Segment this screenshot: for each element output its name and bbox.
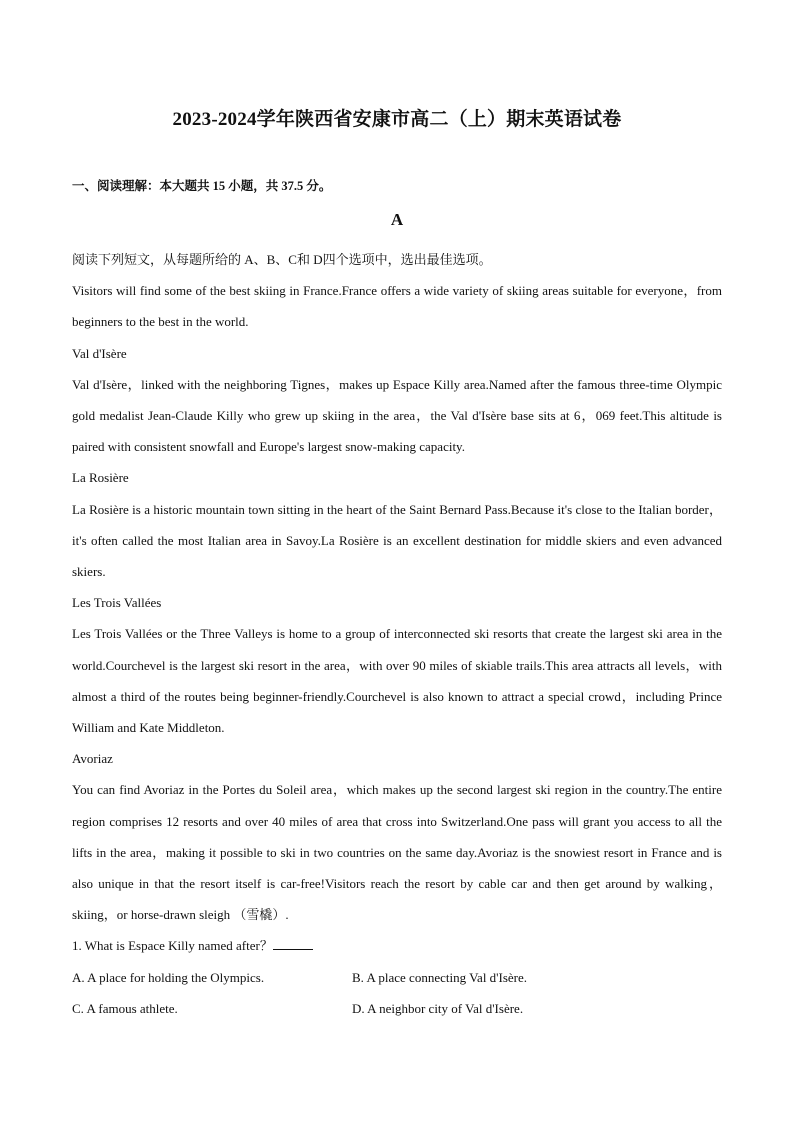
resort-name: La Rosière — [72, 470, 129, 486]
passage-label: A — [390, 210, 404, 229]
resort-text: La Rosière is a historic mountain town sitting in the heart of the Saint Bernard Pass.Because it's close to the Italian border，it's often called the most Italian area in Savoy.La Rosière is an excellent destination for middle skiers and even advanced skiers. — [72, 501, 722, 580]
option-c: C. A famous athlete. — [72, 1000, 178, 1016]
option-d: D. A neighbor city of Val d'Isère. — [352, 1000, 524, 1016]
resort-name: Val d'Isère — [72, 345, 127, 361]
passage-instruction: 阅读下列短文，从每题所给的 A、B、C和 D四个选项中，选出最佳选项。 — [72, 252, 492, 267]
section-heading: 一、阅读理解：本大题共 15 小题，共 37.5 分。 — [72, 179, 332, 193]
option-b: B. A place connecting Val d'Isère. — [352, 969, 528, 985]
resort-name: Avoriaz — [72, 751, 113, 767]
question-stem-text: 1. What is Espace Killy named after？ — [72, 938, 273, 954]
question-options — [72, 962, 722, 1024]
passage-body — [72, 244, 722, 1024]
resort-text: Les Trois Vallées or the Three Valleys is home to a group of interconnected ski resorts that create the largest ski area in the world.Courchevel is the largest ski resort in the area，with over 90 miles of skiable trails.This area attracts all levels，with almost a third of the routes being beginner-friendly.Courchevel is also known to attract a special crowd，including Prince William and Kate Middleton. — [72, 626, 722, 736]
exam-title: 2023-2024学年陕西省安康市高二（上）期末英语试卷 — [172, 109, 622, 130]
resort-text: You can find Avoriaz in the Portes du Soleil area，which makes up the second largest ski region in the country.The entire region comprises 12 resorts and over 40 miles of area that cross into Switzerland.One pass will grant you access to all the lifts in the area，making it possible to ski in two countries on the same day.Avoriaz is the snowiest resort in France and is also unique in that the resort itself is car-free!Visitors reach the resort by cable car and then get around by walking，skiing，or horse-drawn sleigh （雪橇）. — [72, 782, 722, 923]
option-a: A. A place for holding the Olympics. — [72, 969, 265, 985]
answer-blank — [273, 937, 313, 950]
resort-name: Les Trois Vallées — [72, 595, 162, 611]
question-stem — [72, 930, 722, 961]
passage-intro: Visitors will find some of the best skiing in France.France offers a wide variety of skiing areas suitable for everyone，from beginners to the best in the world. — [72, 283, 722, 330]
resort-text: Val d'Isère，linked with the neighboring Tignes，makes up Espace Killy area.Named after the famous three-time Olympic gold medalist Jean-Claude Killy who grew up skiing in the area，the Val d'Isère base sits at 6，069 feet.This altitude is paired with consistent snowfall and Europe's largest snow-making capacity. — [72, 376, 722, 455]
